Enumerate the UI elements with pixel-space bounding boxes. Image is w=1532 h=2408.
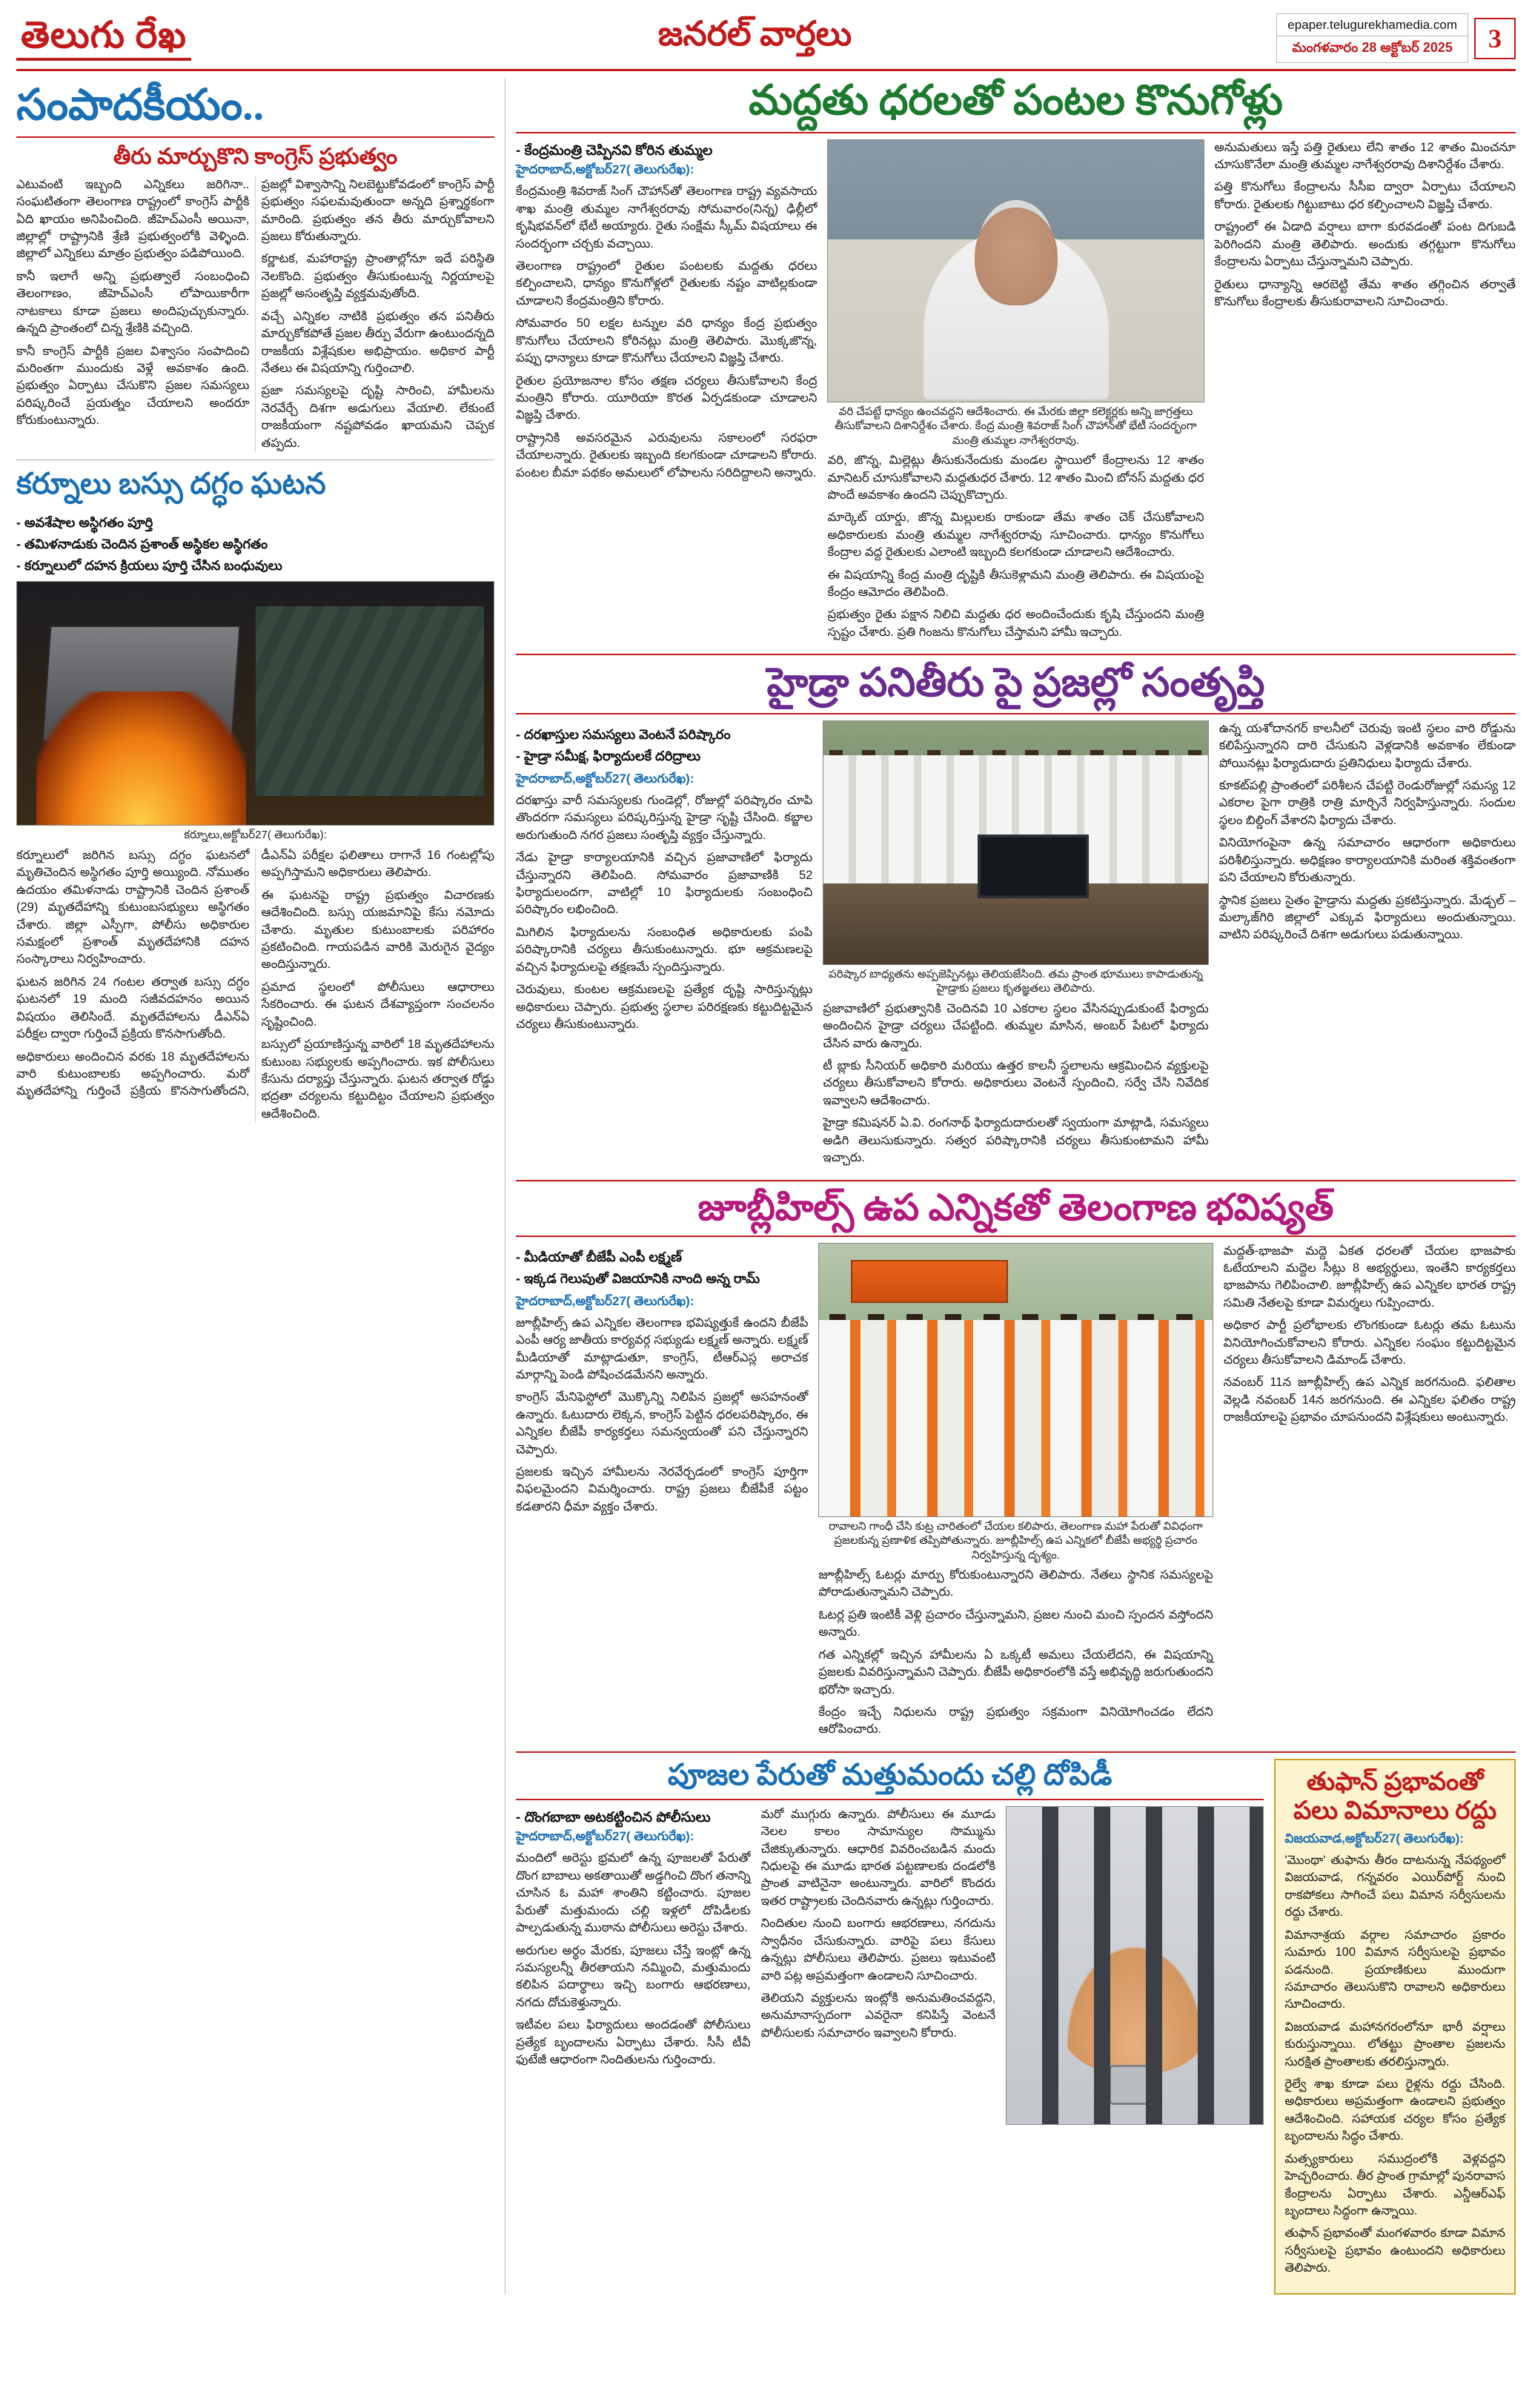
bus-story-para: అధికారులు అందించిన వరకు 18 మృతదేహాలను వారి కుటుంబాలకు అప్పగించారు. మరో మృతదేహాన్ని గుర్తించే ప్రక్రియ కొనసాగుతోందని, డీఎన్ఏ పరీక్షల ఫలితాలు రాగానే 16 గంటల్లోపు అప్పగిస్తామని అధికారులు తెలిపారు.: [16, 848, 494, 1098]
hydra-para: ఉన్న యశోదానగర్ కాలనీలో చెరువు ఇంటి స్థలం వారి రోడ్డును కలిపేస్తున్నారని దారి చేసుకుని వెళ్లడానికి అవకాశం లేకుండా పోయినట్లు ఫిర్యాదుదారు ప్రతినిధులు ఫిర్యాదు చేశారు.: [1218, 721, 1516, 770]
crops-para: మార్కెట్ యార్డు, జొన్న మిల్లులకు రాకుండా తేమ శాతం చెక్ చేసుకోవాలని అధికారులకు మంత్రి తుమ్మల నాగేశ్వరరావు సూచించారు. ధాన్యం కొనుగోలు కేంద్రాల వద్ద రైతులకు ఎలాంటి ఇబ్బంది కలగకుండా చూడాలని ఆదేశించారు.: [827, 511, 1204, 560]
editorial-para: కానీ కాంగ్రెస్ పార్టీకి ప్రజల విశ్వాసం సంపాదించి మరింతగా ముందుకు వెళ్లే అవకాశం ఉంది. ప్రభుత్వం ఏర్పాటు చేసుకొని ప్రజల సమస్యలు పరిష్కరించే ప్రయత్నం చేయాలని అందరూ కోరుకుంటున్నారు.: [16, 344, 250, 428]
jubilee-dateline: హైదరాబాద్,అక్టోబర్27( తెలుగురేఖ):: [516, 1293, 694, 1308]
editorial-para: ఎటువంటి ఇబ్బంది ఎన్నికలు జరిగినా.. సంఘటితంగా తెలంగాణ రాష్ట్రంలో కాంగ్రెస్ పార్టీకి ఏది ఖాయం అనిపించింది. జీహెచ్ఎంసీ అయినా, జిల్లాల్లో రాష్ట్రానికి శ్రేణి ప్రభుత్వంలోకి వెళ్ళింది. జిల్లాలో ఎన్నికలు మాత్రం ప్రభుత్వం పడిపోయింది.: [16, 177, 250, 261]
jubilee-para: అధికార పార్టీ ప్రలోభాలకు లొంగకుండా ఓటర్లు తమ ఓటును వినియోగించుకోవాలని కోరారు. ఎన్నికల సంఘం కట్టుదిట్టమైన చర్యలు తీసుకోవాలని డిమాండ్ చేశారు.: [1223, 1319, 1516, 1367]
drugs-para: అరుగుల అర్థం మేరకు, పూజలు చేస్తే ఇంట్లో ఉన్న సమస్యలన్నీ తీరతాయని నమ్మించి, మత్తుమందు కలిపిన పదార్థాలు ఇచ్చి బంగారు ఆభరణాలు, నగదు దోచుకెళ్తున్నారు.: [516, 1943, 751, 2009]
hydra-para: వినియోగంపైనా ఉన్న సమాచారం ఆధారంగా అధికారులు పరిశీలిస్తున్నారు. అధిక్షణం కార్యాలయానికి మరింత శక్తివంతంగా పని చేయాలని కోరుతున్నారు.: [1218, 836, 1516, 885]
crops-para: వరి, జొన్న, మిల్లెట్లు తీసుకునేందుకు మండల స్థాయిలో కేంద్రాలను 12 శాతం మానిటర్ చూసుకోవాలని మద్దతుధర చేశారు. 12 శాతం మించి బోనస్ మద్దతు ధర పొందే అవకాశం ఉందని చెప్పుకొచ్చారు.: [827, 454, 1204, 502]
hydra-para: నేడు హైడ్రా కార్యాలయానికి వచ్చిన ప్రజావాణిలో ఫిర్యాదు చేస్తున్నారని తెలిపింది. సోమవారం ప్రజావాణికి 52 ఫిర్యాదులందగా, వాటిల్లో 10 ఫిర్యాదులకు సంబంధించి పరిష్కారం లభించింది.: [516, 851, 813, 917]
editorial-body: [16, 176, 494, 452]
crops-headline: మద్దతు ధరలతో పంటల కొనుగోళ్లు: [749, 78, 1283, 124]
crops-body-2: [827, 452, 1204, 641]
hydra-body-2: [823, 1001, 1208, 1167]
drugs-kicker: - దొంగబాబా అటకట్టించిన పోలీసులు: [516, 1809, 711, 1825]
drugs-para: మందిలో అరెస్టు భ్రమలో ఉన్న పూజలతో పేరుతో దొంగ బాబాలు అకతాయితో అడ్డగించి దొంగ తనాన్ని చూసిన ఓ మహా శాంతిని కట్టించారు. పూజల పేరుతో మత్తుమందు చల్లి ఇళ్లలో దోపిడీలకు పాల్పడుతున్న ముఠాను పోలీసులు అరెస్టు చేశారు.: [516, 1851, 751, 1935]
bus-story-bullets: [16, 513, 494, 575]
bottom-row: [516, 1759, 1516, 2295]
jubilee-bullets: [516, 1247, 808, 1288]
jubilee-headline: జూబ్లీహిల్స్ ఉప ఎన్నికతో తెలంగాణ భవిష్యత్: [697, 1186, 1334, 1228]
hydra-body-3: [1219, 720, 1516, 944]
crops-col-2: [827, 139, 1204, 647]
hydra-meeting-photo: [823, 720, 1208, 965]
flights-para: తుఫాన్ ప్రభావంతో మంగళవారం కూడా విమాన సర్వీసులపై ప్రభావం ఉంటుందని అధికారులు తెలిపారు.: [1284, 2226, 1505, 2275]
crops-body-1: [516, 183, 817, 482]
section-title: జనరల్ వార్తలు: [657, 15, 852, 53]
bullet-item: - తమిళనాడుకు చెందిన ప్రశాంత్ అస్థికల అస్థిగతం: [16, 537, 268, 552]
hydra-col-2: [823, 720, 1208, 1173]
bus-story-para: ఘటన జరిగిన 24 గంటల తర్వాత బస్సు దగ్ధం ఘటనలో 19 మంది సజీవదహనం అయిన విషయం తెలిసిందే. మృతదేహాలను డీఎన్ఏ పరీక్షల ద్వారా గుర్తించే ప్రక్రియ కొనసాగుతోంది.: [16, 975, 250, 1041]
drugs-col-2: [761, 1806, 996, 2125]
jubilee-body-1: [516, 1315, 808, 1516]
jubilee-para: ఓటర్ల ప్రతి ఇంటికీ వెళ్లి ప్రచారం చేస్తున్నామని, ప్రజల నుంచి మంచి స్పందన వస్తోందని అన్నారు.: [818, 1608, 1213, 1639]
editorial-para: ప్రజా సమస్యలపై దృష్టి సారించి, హామీలను నెరవేర్చే దిశగా అడుగులు వేయాలి. లేకుంటే రాజకీయంగా నష్టపోవడం ఖాయమని చెప్పక తప్పదు.: [261, 384, 494, 450]
crops-para: తెలంగాణ రాష్ట్రంలో రైతుల పంటలకు మద్దతు ధరలు కల్పించాలని, ధాన్యం కొనుగోళ్లలో రైతులకు నష్టం వాటిల్లకుండా చూడాలని కేంద్రమంత్రిని కోరారు.: [516, 259, 818, 308]
bus-story-para: బస్సులో ప్రయాణిస్తున్న వారిలో 18 మృతదేహాలను కుటుంబ సభ్యులకు అప్పగించారు. ఇక పోలీసులు కేసును దర్యాప్తు చేస్తున్నారు. ఘటన తర్వాత రోడ్డు భద్రతా చర్యలను కట్టుదిట్టం చేయాలని ప్రభుత్వం ఆదేశించింది.: [261, 1038, 494, 1121]
editorial-para: కానీ ఇలాగే అన్ని ప్రభుత్వాలే సంబంధించి తెలంగాణం, జీహెచ్ఎంసీ లోపాయికారీగా నాటకాలు కూడా ప్రజలు అందిపుచ్చుకున్నారు. ఉన్నది ప్రాంతంలో చిన్న శ్రేణికి వచ్చింది.: [16, 269, 250, 336]
hydra-col-3: [1219, 720, 1516, 1173]
publication-date: మంగళవారం 28 అక్టోబర్ 2025: [1292, 40, 1453, 55]
rally-photo-caption: రావాలని గాంధీ చేసి కుట్ర చారితంలో చేయల కలిపారు, తెలంగాణ మహా పేరుతో వివిధంగా ప్రజలకున్న ప్రణాళిక తప్పిపోతున్నారు. జూబ్లీహిల్స్ ఉప ఎన్నికలో బీజేపీ అభ్యర్థి ప్రచారం నిర్వహిస్తున్న దృశ్యం.: [829, 1519, 1203, 1562]
flights-dateline: విజయవాడ,అక్టోబర్27( తెలుగురేఖ):: [1284, 1831, 1464, 1845]
hydra-body-1: [516, 792, 812, 1033]
hydra-para: ప్రజావాణిలో ప్రభుత్వానికి చెందినవి 10 ఎకరాల స్థలం వేసినప్పుడుకుంటే ఫిర్యాదు అందించిన హైడ్రా చర్యలు చేపట్టింది. తుమ్మల మాసిన, అంబర్ పేటలో ఫిర్యాదు చేసిన వారు ఉన్నారు.: [823, 1001, 1209, 1050]
hydra-para: స్థానిక ప్రజలు సైతం హైడ్రాను మద్దతు ప్రకటిస్తున్నారు. మేడ్చల్ – మల్కాజ్‌గిరి జిల్లాలో ఎక్కువ ఫిర్యాదులు అందుతున్నాయి. వాటిని పరిష్కరించే దిశగా అడుగులు పడుతున్నాయి.: [1218, 893, 1516, 942]
crops-kicker: - కేంద్రమంత్రి చెప్పినవి కోరిన తుమ్మల: [516, 142, 713, 159]
hydra-story: [516, 661, 1516, 1172]
jubilee-para: కేంద్రం ఇచ్చే నిధులను రాష్ట్ర ప్రభుత్వం సక్రమంగా వినియోగించడం లేదని ఆరోపించారు.: [818, 1705, 1213, 1737]
page-body: [16, 79, 1516, 2295]
hydra-headline: హైడ్రా పనితీరు పై ప్రజల్లో సంతృప్తి: [766, 660, 1265, 706]
bullet-item: - అవశేషాల అస్థిగతం పూర్తి: [16, 515, 153, 531]
crops-para: కేంద్రమంత్రి శివరాజ్ సింగ్ చౌహాన్‌తో తెలంగాణ రాష్ట్ర వ్యవసాయ శాఖ మంత్రి తుమ్మల నాగేశ్వరరావు సోమవారం(నిన్న) ఢిల్లీలో కృషిభవన్‌లో భేటీ అయ్యారు. రైతు సంక్షేమ స్కీమ్ విషయాలు ఈ సందర్భంగా చర్చకు వచ్చాయి.: [516, 185, 818, 251]
editorial-story: [16, 82, 494, 452]
editorial-column: [16, 79, 505, 2295]
crops-para: ఈ విషయాన్ని కేంద్ర మంత్రి దృష్టికి తీసుకెళ్లామని మంత్రి తెలిపారు. ఈ విషయంపై కేంద్రం ఆమోదం తెలిపింది.: [827, 568, 1204, 600]
publication-logo-text: తెలుగు రేఖ: [16, 16, 191, 61]
main-column: [516, 79, 1516, 2295]
bus-fire-photo: [16, 581, 494, 826]
jubilee-col-3: [1224, 1243, 1516, 1744]
bullet-item: - మీడియాతో బీజేపీ ఎంపీ లక్ష్మణ్: [516, 1249, 682, 1264]
crops-story: [516, 79, 1516, 646]
hydra-col-1: [516, 720, 812, 1173]
crops-body-3: [1215, 139, 1516, 311]
crops-para: రాష్ట్రంలో ఈ ఏడాది వర్షాలు బాగా కురవడంతో పంట దిగుబడి పెరిగిందని మంత్రి తెలిపారు. అందుకు తగ్గట్టుగా కొనుగోలు కేంద్రాలను ఏర్పాటు చేస్తున్నామని చెప్పారు.: [1214, 220, 1516, 269]
crops-col-3: [1215, 139, 1516, 647]
hydra-photo-caption: పరిష్కార బాధ్యతను అప్పజెప్పినట్లు తెలియజేసింది. తమ ప్రాంత భూములు కాపాడుతున్న హైడ్రాకు ప్రజలు కృతజ్ఞతలు తెలిపారు.: [829, 967, 1203, 995]
bus-story-para: కర్నూలులో జరిగిన బస్సు దగ్ధం ఘటనలో మృతిచెందిన అస్థిగతం పూర్తి అయ్యింది. నోముతం ఉదయం తమిళనాడు రాష్ట్రానికి చెందిన ప్రశాంత్ (29) మృతదేహాన్ని కుటుంబసభ్యులు అస్థిగతం చేశారు. జిల్లా ఎస్పీగా, పోలీసు అధికారుల సమక్షంలో ప్రశాంత్ మృతదేహానికి దహన సంస్కారాలు నిర్వహించారు.: [16, 848, 250, 966]
editorial-headline: తీరు మార్చుకొని కాంగ్రెస్ ప్రభుత్వం: [113, 144, 398, 169]
masthead-center: [313, 13, 1197, 63]
flights-para: విమానాశ్రయ వర్గాల సమాచారం ప్రకారం సుమారు 100 విమాన సర్వీసులపై ప్రభావం పడనుంది. ప్రయాణికులు ముందుగా సమాచారం తెలుసుకొని రావాలని అధికారులు సూచించారు.: [1284, 1928, 1505, 2011]
bus-story-para: ప్రమాద స్థలంలో పోలీసులు ఆధారాలు సేకరించారు. ఈ ఘటన దేశవ్యాప్తంగా సంచలనం సృష్టించింది.: [261, 980, 494, 1029]
flights-para: 'మొంథా' తుఫాను తీరం దాటనున్న నేపథ్యంలో విజయవాడ, గన్నవరం ఎయిర్‌పోర్ట్ నుంచి రాకపోకలు సాగించే పలు విమాన సర్వీసులను రద్దు చేశారు.: [1284, 1853, 1505, 1920]
jubilee-para: మద్దత్‌-భాజపా మద్దె ఏకత ధరలతో చేయల భాజపాకు ఓటేయాలని మద్దెల సీట్లు 8 అభ్యర్థులు, ఇంతేని కార్యకర్తలు భాజపాను గెలిపించాలి. జూబ్లీహిల్స్ ఉప ఎన్నికల భారత రాష్ట్ర సమితి నేతలపై కూడా విమర్శలు గుప్పించారు.: [1223, 1244, 1516, 1310]
jubilee-para: కాంగ్రెస్ మేనిఫెస్టోలో మొక్కొన్ని నిలిపిన ప్రజల్లో అసహనంతో ఉన్నారు. ఓటుదారు లెక్కన, కాంగ్రెస్ పెట్టిన ధరలపరిష్కారం, ఈ ఎన్నికల బీజేపీ కార్యకర్తలు సమన్వయంతో పని చేస్తున్నారని చెప్పారు.: [516, 1390, 809, 1456]
jubilee-para: ప్రజలకు ఇచ్చిన హామీలను నెరవేర్చడంలో కాంగ్రెస్ పూర్తిగా విఫలమైందని విమర్శించారు. రాష్ట్ర ప్రజలు బీజేపీకే పట్టం కడతారని ధీమా వ్యక్తం చేశారు.: [516, 1465, 809, 1513]
drugs-para: తెలియని వ్యక్తులను ఇంట్లోకి అనుమతించవద్దని, అనుమానాస్పదంగా ఎవరైనా కనిపిస్తే వెంటనే పోలీసులకు సమాచారం ఇవ్వాలని కోరారు.: [760, 1991, 996, 2040]
drugs-body-1: [516, 1850, 751, 2069]
drugs-body-2: [761, 1806, 996, 2042]
hydra-para: కూకట్‌పల్లి ప్రాంతంలో పరిశీలన చేపట్టి రెండురోజుల్లో సమస్య 12 ఎకరాల పైగా రాత్రికి రాత్రి మార్చినే నిర్వహిస్తున్నారు. సందుల స్థలం బిల్డింగ్ వేశారని ఫిర్యాదు చేశారు.: [1218, 778, 1516, 827]
bus-fire-story: [16, 466, 494, 1123]
drugs-headline: పూజల పేరుతో మత్తుమందు చల్లి దోపిడీ: [667, 1757, 1112, 1791]
jubilee-para: జూబ్లీహిల్స్ ఓటర్లు మార్పు కోరుకుంటున్నారని తెలిపారు. నేతలు స్థానిక సమస్యలపై పోరాడుతున్నామని చెప్పారు.: [818, 1568, 1213, 1599]
drugs-para: మరో ముగ్గురు ఉన్నారు. పోలీసులు ఈ మూడు నెలల కాలం సామాన్యుల సొమ్మును చేజిక్కుతున్నారు. ఆధారిక వివరించబడిన మందు నిధులపై ఈ మూడు భారత పట్టణాలకు దండలోకి ప్రాంత వాటినైనా అంటున్నారు. వారిలో కొందరు ఇతర రాష్ట్రాలకు చెందినవారు ఉన్నట్లు గుర్తించారు.: [760, 1807, 996, 1908]
jubilee-para: నవంబర్ 11న జూబ్లీహిల్స్ ఉప ఎన్నిక జరగనుంది. ఫలితాల వెల్లడి నవంబర్ 14న జరగనుంది. ఈ ఎన్నికల ఫలితం రాష్ట్ర రాజకీయాలపై ప్రభావం చూపనుందని విశ్లేషకులు అంటున్నారు.: [1223, 1376, 1516, 1424]
flights-para: మత్స్యకారులు సముద్రంలోకి వెళ్లవద్దని హెచ్చరించారు. తీర ప్రాంత గ్రామాల్లో పునరావాస కేంద్రాలను ఏర్పాటు చేశారు. ఎన్డీఆర్ఎఫ్ బృందాలు సిద్ధంగా ఉన్నాయి.: [1284, 2152, 1505, 2218]
minister-photo-caption: వరి చేపట్టే ధాన్యం ఉంచవద్దని ఆదేశించారు. ఈ మేరకు జిల్లా కలెక్టర్లకు అన్ని జాగ్రత్తలు తీసుకోవాలని దిశానిర్దేశం చేశారు. కేంద్ర మంత్రి శివరాజ్ సింగ్ చౌహాన్‌తో భేటీ సందర్భంగా మంత్రి తుమ్మల నాగేశ్వరరావు.: [835, 405, 1197, 447]
flights-headline: తుఫాన్ ప్రభావంతో పలు విమానాలు రద్దు: [1293, 1768, 1497, 1825]
crops-para: రైతుల ప్రయోజనాల కోసం తక్షణ చర్యలు తీసుకోవాలని కేంద్ర మంత్రిని కోరారు. యూరియా కొరత ఏర్పడకుండా చూడాలని విజ్ఞప్తి చేశారు.: [516, 374, 818, 422]
hydra-para: టీ బ్లాకు సీనియర్ అధికారి మరియు ఉత్తర కాలనీ స్థలాలను ఆక్రమించిన వ్యక్తులపై చర్యలు తీసుకోవాలని కోరారు. అధికారులు వెంటనే స్పందించి, సర్వే చేసి నివేదిక ఇవ్వాలని ఆదేశించారు.: [823, 1058, 1209, 1107]
bullet-item: - హైడ్రా సమీక్ష, ఫిర్యాదులకే దరిద్రాలు: [516, 748, 701, 763]
hydra-para: చెరువులు, కుంటల ఆక్రమణలపై ప్రత్యేక దృష్టి సారిస్తున్నట్లు అధికారులు చెప్పారు. ప్రభుత్వ స్థలాల పరిరక్షణకు కట్టుదిట్టమైన చర్యలు తీసుకుంటున్నారు.: [516, 983, 813, 1031]
crops-para: సోమవారం 50 లక్షల టన్నుల వరి ధాన్యం కేంద్ర ప్రభుత్వం కొనుగోలు చేయాలని కోరినట్లు మంత్రి తెలిపారు. మొక్కజొన్న, పప్పు ధాన్యాలు కూడా కొనుగోలు చేయాలని విజ్ఞప్తి చేశారు.: [516, 316, 818, 365]
masthead: [16, 13, 1516, 71]
jubilee-hills-story: [516, 1187, 1516, 1744]
epaper-info: [1276, 13, 1468, 63]
crops-para: ప్రభుత్వం రైతు పక్షాన నిలిచి మద్దతు ధర అందించేందుకు కృషి చేస్తుందని మంత్రి స్పష్టం చేశారు. ప్రతి గింజను కొనుగోలు చేస్తామని హామీ ఇచ్చారు.: [827, 608, 1204, 639]
jubilee-col-2: [818, 1243, 1213, 1744]
jubilee-col-1: [516, 1243, 808, 1744]
hydra-para: హైడ్రా కమిషనర్ ఏ.వి. రంగనాథ్ ఫిర్యాదుదారులతో స్వయంగా మాట్లాడి, సమస్యలు అడిగి తెలుసుకున్నారు. సత్వర పరిష్కారానికి చర్యలు తీసుకుంటామని హామీ ఇచ్చారు.: [823, 1116, 1209, 1165]
crops-para: పత్తి కొనుగోలు కేంద్రాలను సీసీఐ ద్వారా ఏర్పాటు చేయాలని కోరారు. రైతులకు గిట్టుబాటు ధర కల్పించాలని విజ్ఞప్తి చేశారు.: [1214, 180, 1516, 211]
editorial-para: కర్ణాటక, మహారాష్ట్ర ప్రాంతాల్లోనూ ఇదే పరిస్థితి నెలకొంది. ప్రభుత్వం తీసుకుంటున్న నిర్ణయాలపై ప్రజల్లో అసంతృప్తి వ్యక్తమవుతోంది.: [261, 252, 494, 301]
flights-para: రైల్వే శాఖ కూడా పలు రైళ్లను రద్దు చేసింది. అధికారులు అప్రమత్తంగా ఉండాలని ప్రభుత్వం ఆదేశించింది. సహాయక చర్యల కోసం ప్రత్యేక బృందాలను సిద్ధం చేశారు.: [1284, 2077, 1505, 2143]
bullet-item: - దరఖాస్తుల సమస్యలు వెంటనే పరిష్కారం: [516, 726, 731, 742]
bullet-item: - కర్నూలులో దహన క్రియలు పూర్తి చేసిన బంధువులు: [16, 558, 282, 574]
jubilee-body-2: [818, 1567, 1213, 1739]
publication-logo[interactable]: [16, 13, 313, 63]
flights-body: [1284, 1852, 1505, 2278]
masthead-right: [1197, 13, 1516, 63]
editorial-label: సంపాదకీయం..: [16, 81, 265, 129]
crops-para: అనుమతులు ఇస్తే పత్తి రైతులు లేని శాతం 12 శాతం మించనూ చూసుకొనేలా మంత్రి తుమ్మల నాగేశ్వరరావు దిశానిర్దేశం చేశారు.: [1214, 140, 1516, 172]
crops-dateline: హైదరాబాద్,అక్టోబర్27( తెలుగురేఖ):: [516, 162, 694, 177]
jail-hands-photo: [1006, 1806, 1264, 2125]
editorial-para: వచ్చే ఎన్నికల నాటికి ప్రభుత్వం తన పనితీరు మార్చుకోకపోతే ప్రజల తీర్పు వేరుగా ఉంటుందన్నది రాజకీయ విశ్లేషకుల అభిప్రాయం. అధికార పార్టీ నేతలు ఈ విషయాన్ని గుర్తించాలి.: [261, 309, 494, 376]
hydra-para: మిగిలిన ఫిర్యాదులను సంబంధిత అధికారులకు పంపి పరిష్కారానికి చర్యలు తీసుకుంటున్నారు. భూ ఆక్రమణలపై వచ్చిన ఫిర్యాదులపై తక్షణమే స్పందిస్తున్నారు.: [516, 925, 813, 974]
hydra-dateline: హైదరాబాద్,అక్టోబర్27( తెలుగురేఖ):: [516, 771, 694, 786]
bus-photo-caption: కర్నూలు,అక్టోబర్27( తెలుగురేఖ):: [184, 829, 327, 842]
drugs-dateline: హైదరాబాద్,అక్టోబర్27( తెలుగురేఖ):: [516, 1829, 694, 1844]
editorial-para: ప్రజల్లో విశ్వాసాన్ని నిలబెట్టుకోవడంలో కాంగ్రెస్ పార్టీ ప్రభుత్వం సఫలమవుతుందా అన్నది ప్రశ్నార్థకంగా మారింది. ప్రభుత్వం తన తీరు మార్చుకోవాలని ప్రజలు కోరుతున్నారు.: [261, 177, 494, 244]
crops-para: రైతులు ధాన్యాన్ని ఆరబెట్టి తేమ శాతం తగ్గించిన తర్వాతే కొనుగోలు కేంద్రాలకు తీసుకురావాలని సూచించారు.: [1214, 277, 1516, 308]
drugs-story: [516, 1759, 1264, 2295]
drugs-col-3: [1006, 1806, 1264, 2125]
bullet-item: - ఇక్కడ గెలుపుతో విజయానికి నాంది అన్న రామ్: [516, 1270, 760, 1286]
bus-story-para: ఈ ఘటనపై రాష్ట్ర ప్రభుత్వం విచారణకు ఆదేశించింది. బస్సు యజమానిపై కేసు నమోదు చేశారు. మృతుల కుటుంబాలకు పరిహారం ప్రకటించింది. గాయపడిన వారికి మెరుగైన వైద్యం అందిస్తున్నారు.: [261, 888, 494, 972]
jubilee-para: గత ఎన్నికల్లో ఇచ్చిన హామీలను ఏ ఒక్కటీ అమలు చేయలేదని, ఈ విషయాన్ని ప్రజలకు వివరిస్తున్నామని చెప్పారు. బీజేపీ అధికారంలోకి వస్తే అభివృద్ధి జరుగుతుందని భరోసా ఇచ్చారు.: [818, 1648, 1213, 1696]
page-number: 3: [1474, 18, 1516, 59]
epaper-url[interactable]: epaper.telugurekhamedia.com: [1277, 14, 1468, 36]
bus-story-headline: కర్నూలు బస్సు దగ్ధం ఘటన: [16, 467, 326, 501]
hydra-para: దరఖాస్తు వారీ సమస్యలకు గుండెల్లో, రోజుల్లో పరిష్కారం చూపి తొందరగా సమస్యలు పరిష్కరిస్తున్న హైడ్రా సృష్టి చేసింది. కబ్జాల అరుగుతుంది నగర ప్రజలు సంతృప్తి వ్యక్తం చేస్తున్నారు.: [516, 793, 813, 842]
crops-col-1: [516, 139, 817, 647]
jubilee-body-3: [1224, 1243, 1516, 1427]
drugs-col-1: [516, 1806, 751, 2125]
crops-para: రాష్ట్రానికి అవసరమైన ఎరువులను సకాలంలో సరఫరా చేయాలన్నారు. రైతులకు ఇబ్బంది కలగకుండా చూడాలని కోరారు. పంటల బీమా పథకం అమలులో లోపాలను సరిదిద్దాలని అన్నారు.: [516, 431, 818, 480]
hydra-bullets: [516, 725, 812, 766]
rally-photo: [818, 1243, 1213, 1517]
flights-story-box: [1274, 1759, 1516, 2295]
minister-photo: [827, 139, 1204, 402]
bus-story-body: [16, 847, 494, 1123]
drugs-para: ఇటీవల పలు ఫిర్యాదులు అందడంతో పోలీసులు ప్రత్యేక బృందాలను ఏర్పాటు చేశారు. సీసీ టీవీ ఫుటేజీ ఆధారంగా నిందితులను గుర్తించారు.: [516, 2018, 751, 2067]
drugs-para: నిందితుల నుంచి బంగారు ఆభరణాలు, నగదును స్వాధీనం చేసుకున్నారు. వారిపై పలు కేసులు ఉన్నట్లు పోలీసులు తెలిపారు. ప్రజలు ఇటువంటి వారి పట్ల అప్రమత్తంగా ఉండాలని సూచించారు.: [760, 1917, 996, 1983]
flights-para: విజయవాడ మహానగరంలోనూ భారీ వర్షాలు కురుస్తున్నాయి. లోతట్టు ప్రాంతాల ప్రజలను సురక్షిత ప్రాంతాలకు తరలిస్తున్నారు.: [1284, 2020, 1505, 2069]
jubilee-para: జూబ్లీహిల్స్ ఉప ఎన్నికల తెలంగాణ భవిష్యత్తుకే ఉందని బీజేపీ ఎంపీ ఆర్య జాతీయ కార్యవర్గ సభ్యుడు లక్ష్మణ్ అన్నారు. లక్ష్మణ్ మీడియాతో మాట్లాడుతూ, కాంగ్రెస్, టీఆర్ఎస్ల అరాచక మార్గాన్ని పెండి పోషించడమేనని అన్నారు.: [516, 1316, 809, 1382]
